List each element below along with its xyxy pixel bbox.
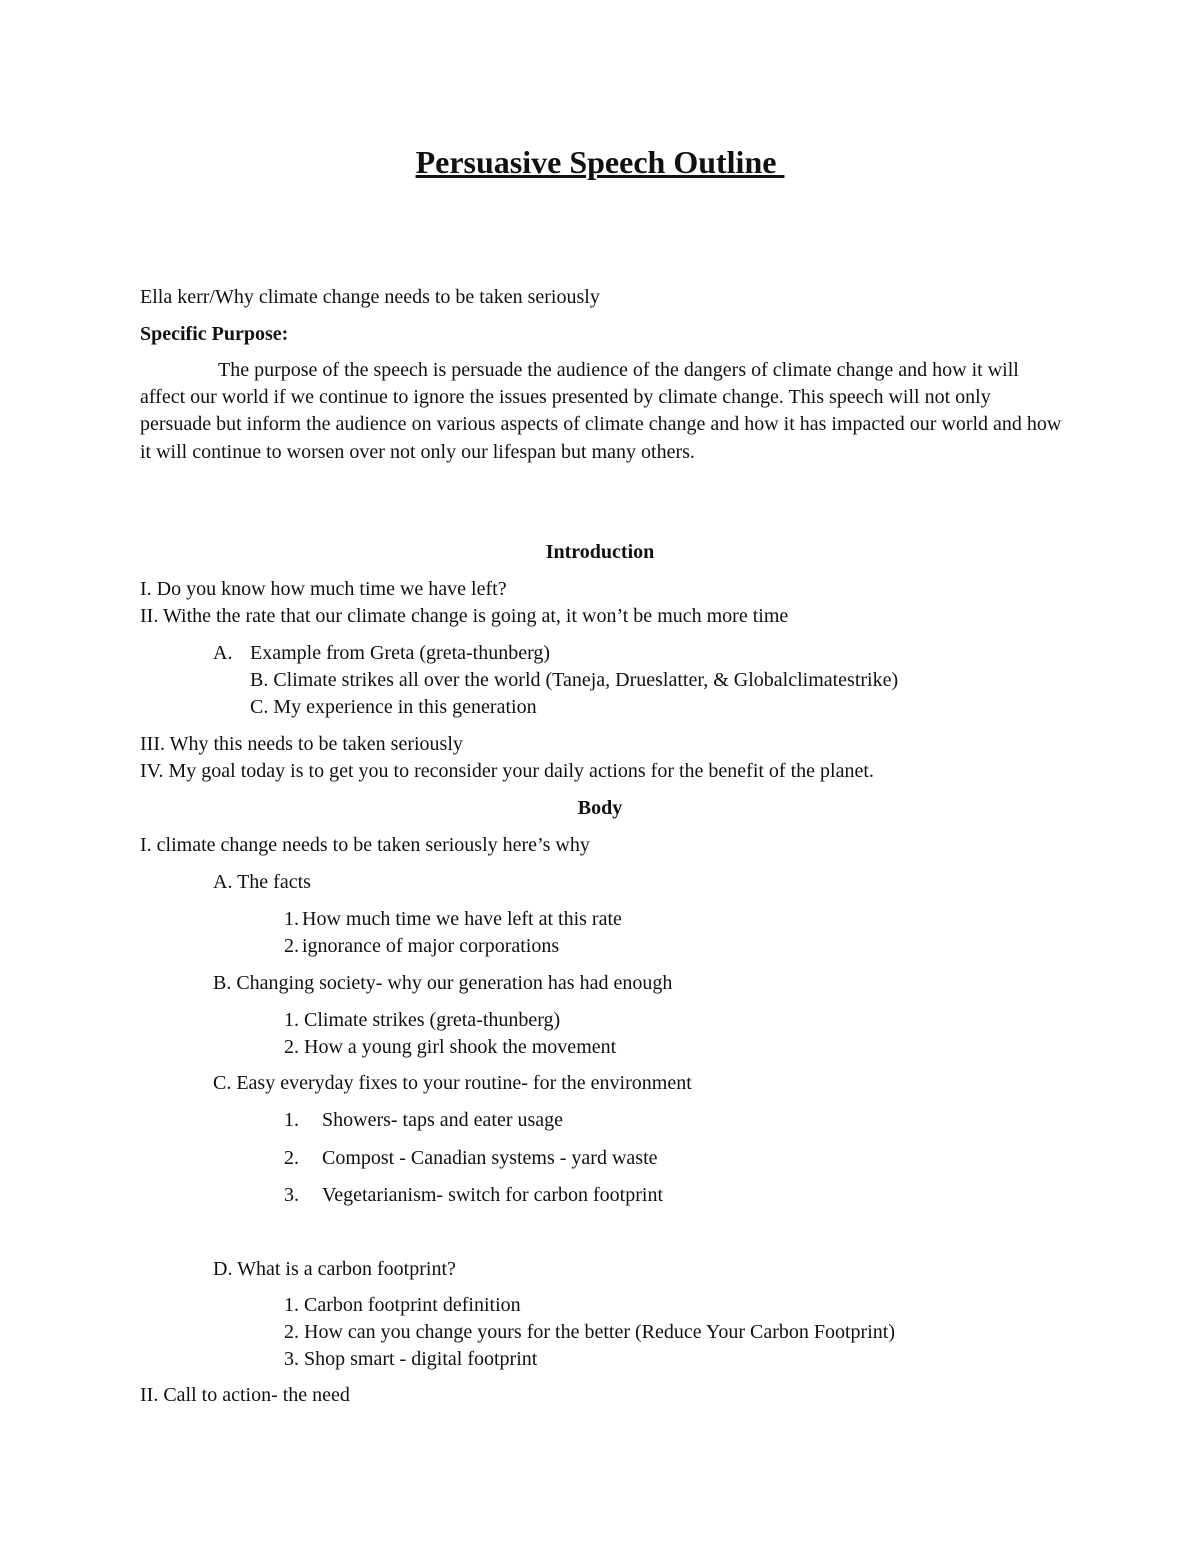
body-item-b2: 2. How a young girl shook the movement bbox=[284, 1036, 617, 1058]
body-item-d: D. What is a carbon footprint? bbox=[213, 1258, 456, 1280]
body-item-d1: 1. Carbon footprint definition bbox=[284, 1294, 521, 1316]
body-item-c1-marker: 1. bbox=[284, 1109, 299, 1131]
body-item-ii: II. Call to action- the need bbox=[140, 1384, 350, 1406]
body-item-i: I. climate change needs to be taken seriously here’s why bbox=[140, 834, 590, 856]
body-item-a1-marker: 1. bbox=[284, 908, 299, 930]
intro-item-c: C. My experience in this generation bbox=[250, 696, 537, 718]
intro-item-a: Example from Greta (greta-thunberg) bbox=[250, 642, 551, 664]
body-item-a2-marker: 2. bbox=[284, 935, 299, 957]
body-item-c: C. Easy everyday fixes to your routine- for the environment bbox=[213, 1072, 692, 1094]
intro-item-b: B. Climate strikes all over the world (Taneja, Drueslatter, & Globalclimatestrike) bbox=[250, 669, 899, 691]
body-item-b1: 1. Climate strikes (greta-thunberg) bbox=[284, 1009, 561, 1031]
body-item-d3: 3. Shop smart - digital footprint bbox=[284, 1348, 538, 1370]
intro-item-i: I. Do you know how much time we have left? bbox=[140, 578, 507, 600]
author-topic-line: Ella kerr/Why climate change needs to be taken seriously bbox=[140, 286, 600, 308]
intro-item-a-marker: A. bbox=[213, 642, 233, 664]
body-item-c3-marker: 3. bbox=[284, 1184, 299, 1206]
body-item-d2: 2. How can you change yours for the better (Reduce Your Carbon Footprint) bbox=[284, 1321, 895, 1343]
specific-purpose-paragraph: The purpose of the speech is persuade the audience of the dangers of climate change and how it will affect our world if we continue to ignore the issues presented by climate change. This speech will not only persuade but inform the audience on various aspects of climate change and how it has impacted our world and how it will continue to worsen over not only our lifespan but many others. bbox=[140, 359, 1062, 463]
body-item-a2: ignorance of major corporations bbox=[302, 935, 560, 957]
intro-item-iv: IV. My goal today is to get you to reconsider your daily actions for the benefit of the planet. bbox=[140, 760, 874, 782]
body-item-a1: How much time we have left at this rate bbox=[302, 908, 622, 930]
body-item-a: A. The facts bbox=[213, 871, 311, 893]
specific-purpose-label: Specific Purpose: bbox=[140, 323, 289, 345]
intro-item-iii: III. Why this needs to be taken seriously bbox=[140, 733, 463, 755]
body-item-c3: Vegetarianism- switch for carbon footprint bbox=[322, 1184, 664, 1206]
body-item-c1: Showers- taps and eater usage bbox=[322, 1109, 564, 1131]
intro-item-ii: II. Withe the rate that our climate change is going at, it won’t be much more time bbox=[140, 605, 789, 627]
introduction-heading: Introduction bbox=[545, 541, 655, 563]
body-heading: Body bbox=[577, 797, 623, 819]
body-item-b: B. Changing society- why our generation has had enough bbox=[213, 972, 673, 994]
body-item-c2: Compost - Canadian systems - yard waste bbox=[322, 1147, 658, 1169]
body-item-c2-marker: 2. bbox=[284, 1147, 299, 1169]
document-title: Persuasive Speech Outline bbox=[415, 144, 785, 180]
